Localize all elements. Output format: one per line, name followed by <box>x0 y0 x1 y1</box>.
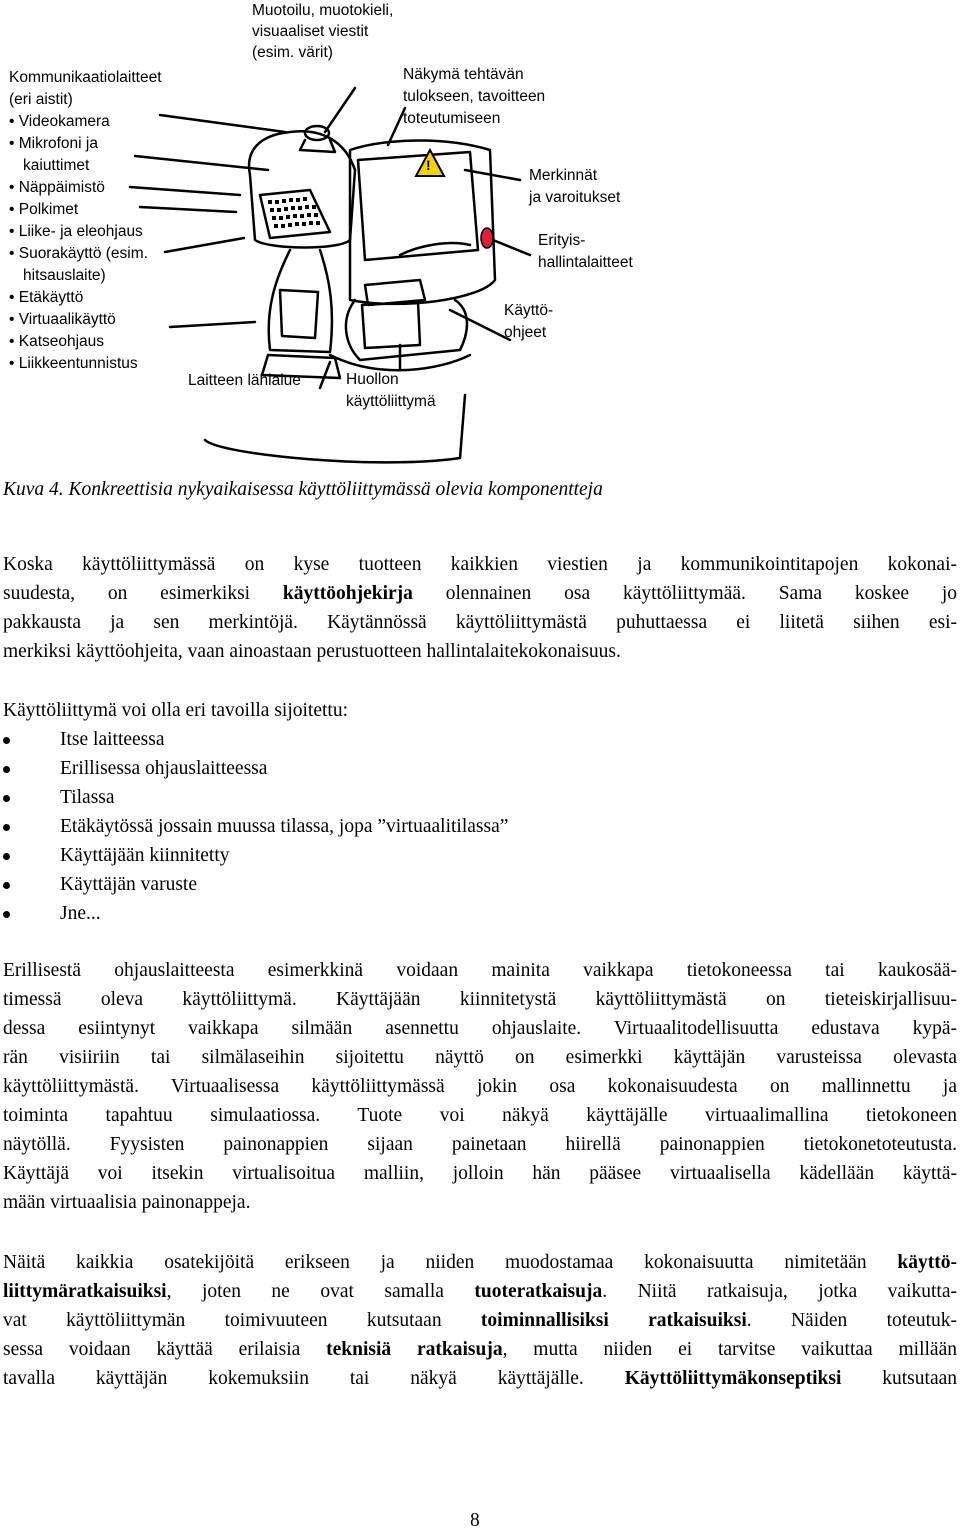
text-run: tavalla käyttäjän kokemuksiin tai näkyä käyttäjälle. <box>3 1368 625 1389</box>
page-number: 8 <box>470 1510 480 1531</box>
paragraph-line <box>3 579 957 608</box>
list-item <box>3 754 903 783</box>
list-item-text: Erillisessa ohjauslaitteessa <box>60 758 268 779</box>
floor-outline <box>205 440 460 462</box>
list-item <box>3 812 903 841</box>
bold-term: käyttöohjekirja <box>282 583 413 604</box>
pointer-line-design <box>325 88 355 132</box>
view-label-line: tulokseen, tavoitteen <box>403 88 546 105</box>
special-controls-label <box>538 230 633 274</box>
bold-term: teknisiä ratkaisuja <box>326 1339 503 1360</box>
text-run: sessa voidaan käyttää erilaisia <box>3 1339 327 1360</box>
list-item: hitsauslaite) <box>23 267 106 284</box>
bold-term: toiminnallisiksi ratkaisuiksi <box>480 1310 747 1331</box>
list-item: • Etäkäyttö <box>9 289 84 306</box>
paragraph-line <box>3 1364 957 1393</box>
design-label-line: (esim. värit) <box>252 44 333 61</box>
bold-term: Käyttöliittymäkonseptiksi <box>624 1368 842 1389</box>
view-label-line: Näkymä tehtävän <box>403 66 524 83</box>
marks-label <box>529 165 620 209</box>
list-item <box>3 870 903 899</box>
list-item-text: Etäkäytössä jossain muussa tilassa, jopa ”virtuaalitilassa” <box>60 816 509 837</box>
bullet-icon <box>3 824 10 831</box>
list-item <box>3 841 903 870</box>
list-item: • Katseohjaus <box>9 333 105 350</box>
pointer-line-camera <box>160 115 285 132</box>
design-label-line: visuaaliset viestit <box>252 23 369 40</box>
list-item: • Liike- ja eleohjaus <box>9 223 143 240</box>
figure-caption: Kuva 4. Konkreettisia nykyaikaisessa käyttöliittymässä olevia komponentteja <box>3 479 603 500</box>
bullet-icon <box>3 766 10 773</box>
bullet-icon <box>3 737 10 744</box>
list-item: • Polkimet <box>9 201 79 218</box>
communication-devices-title: Kommunikaatiolaitteet <box>9 69 162 86</box>
text-run: Näitä kaikkia osatekijöitä erikseen ja niiden muodostamaa kokonaisuutta nimitetään <box>3 1252 898 1273</box>
paragraph-line: rän visiiriin tai silmälaseihin sijoitettu näyttö on esimerkki käyttäjän varusteissa olevasta <box>3 1047 957 1068</box>
pointer-line-surroundings <box>320 362 330 388</box>
special-control-button-icon <box>481 228 493 248</box>
maintenance-label-line: Huollon <box>346 371 399 388</box>
paragraph-line: timessä oleva käyttöliittymä. Käyttäjään kiinnitetystä käyttöliittymästä on tieteiskirjallisuu- <box>3 989 957 1010</box>
manual-label <box>504 300 553 344</box>
paragraph-line: Koska käyttöliittymässä on kyse tuotteen kaikkien viestien ja kommunikointitapojen kokonai- <box>3 554 957 575</box>
text-run: kutsutaan <box>841 1368 957 1389</box>
bullet-icon <box>3 795 10 802</box>
list-item <box>3 899 903 928</box>
keyboard-keys <box>268 197 320 228</box>
communication-devices-label <box>9 67 162 375</box>
view-label <box>403 64 545 130</box>
list-item-text: Itse laitteessa <box>60 729 165 750</box>
warning-glyph: ! <box>426 157 431 173</box>
list-item: • Mikrofoni ja <box>9 135 98 152</box>
surroundings-label: Laitteen lähialue <box>188 372 301 389</box>
text-run: , joten ne ovat samalla <box>166 1281 475 1302</box>
list-item: • Liikkeentunnistus <box>9 355 138 372</box>
list-item-text: Jne... <box>60 903 101 924</box>
list-item: • Suorakäyttö (esim. <box>9 245 148 262</box>
list-item-text: Käyttäjään kiinnitetty <box>60 845 230 866</box>
text-run: . Niitä ratkaisuja, jotka vaikutta- <box>602 1281 957 1302</box>
bold-term: liittymäratkaisuiksi <box>3 1281 167 1302</box>
placement-list <box>3 725 903 928</box>
text-run: suudesta, on esimerkiksi <box>3 583 283 604</box>
paragraph-1 <box>3 550 957 666</box>
placement-intro: Käyttöliittymä voi olla eri tavoilla sijoitettu: <box>3 700 348 721</box>
special-controls-label-line: Erityis- <box>538 232 586 249</box>
list-item: • Videokamera <box>9 113 110 130</box>
bullet-icon <box>3 911 10 918</box>
paragraph-line <box>3 1335 957 1364</box>
paragraph-line: pakkausta ja sen merkintöjä. Käytännössä käyttöliittymästä puhuttaessa ei liitetä siihen esi- <box>3 612 957 633</box>
manual-label-line: ohjeet <box>504 324 547 341</box>
paragraph-line: merkiksi käyttöohjeita, vaan ainoastaan perustuotteen hallintalaitekokonaisuus. <box>3 641 621 662</box>
paragraph-3 <box>3 956 957 1217</box>
pointer-line-manual <box>450 310 510 340</box>
marks-label-line: ja varoitukset <box>529 189 621 206</box>
paragraph-line: käyttöliittymästä. Virtuaalisessa käyttöliittymässä jokin osa kokonaisuudesta on mallinnettu ja <box>3 1076 957 1097</box>
text-run: , mutta niiden ei tarvitse vaikuttaa millään <box>502 1339 957 1360</box>
paragraph-line: dessa esiintynyt vaikkapa silmään asennettu ohjauslaite. Virtuaalitodellisuutta edustava kypä- <box>3 1018 957 1039</box>
paragraph-line: näytöllä. Fyysisten painonappien sijaan painetaan hiirellä painonappien tietokonetoteutusta. <box>3 1134 957 1155</box>
view-label-line: toteutumiseen <box>403 110 501 127</box>
manual-label-line: Käyttö- <box>504 302 554 319</box>
text-run: . Näiden toteutuk- <box>746 1310 957 1331</box>
text-run: olennainen osa käyttöliittymää. Sama koskee jo <box>412 583 957 604</box>
bold-term: käyttö- <box>897 1252 957 1273</box>
bold-term: tuoteratkaisuja <box>474 1281 603 1302</box>
list-item <box>3 725 903 754</box>
list-item-text: Käyttäjän varuste <box>60 874 197 895</box>
maintenance-label <box>346 369 436 413</box>
bullet-icon <box>3 882 10 889</box>
design-label-line: Muotoilu, muotokieli, <box>252 2 394 19</box>
paragraph-line: mään virtuaalisia painonappeja. <box>3 1192 251 1213</box>
paragraph-line: toiminta tapahtuu simulaatiossa. Tuote voi näkyä käyttäjälle virtuaalimallina tietokoneen <box>3 1105 957 1126</box>
maintenance-label-line: käyttöliittymä <box>346 393 436 410</box>
list-item: • Virtuaalikäyttö <box>9 311 116 328</box>
communication-devices-subtitle: (eri aistit) <box>9 91 73 108</box>
text-run: vat käyttöliittymän toimivuuteen kutsutaan <box>3 1310 481 1331</box>
paragraph-line <box>3 1306 957 1335</box>
paragraph-line <box>3 1277 957 1306</box>
list-item: • Näppäimistö <box>9 179 105 196</box>
paragraph-line <box>3 1248 957 1277</box>
design-label <box>252 0 393 63</box>
paragraph-line: Erillisestä ohjauslaitteesta esimerkkinä voidaan mainita vaikkapa tietokoneessa tai kaukosää- <box>3 960 957 981</box>
special-controls-label-line: hallintalaitteet <box>538 254 633 271</box>
paragraph-line: Käyttäjä voi itsekin virtualisoitua malliin, jolloin hän pääsee virtuaalisella kädellään käyttä- <box>3 1163 957 1184</box>
paragraph-4 <box>3 1248 957 1393</box>
list-item-text: Tilassa <box>60 787 115 808</box>
manual-booklet <box>362 302 420 348</box>
device-illustration-figure <box>0 0 960 470</box>
bullet-icon <box>3 853 10 860</box>
marks-label-line: Merkinnät <box>529 167 598 184</box>
list-item: kaiuttimet <box>23 157 90 174</box>
list-item <box>3 783 903 812</box>
